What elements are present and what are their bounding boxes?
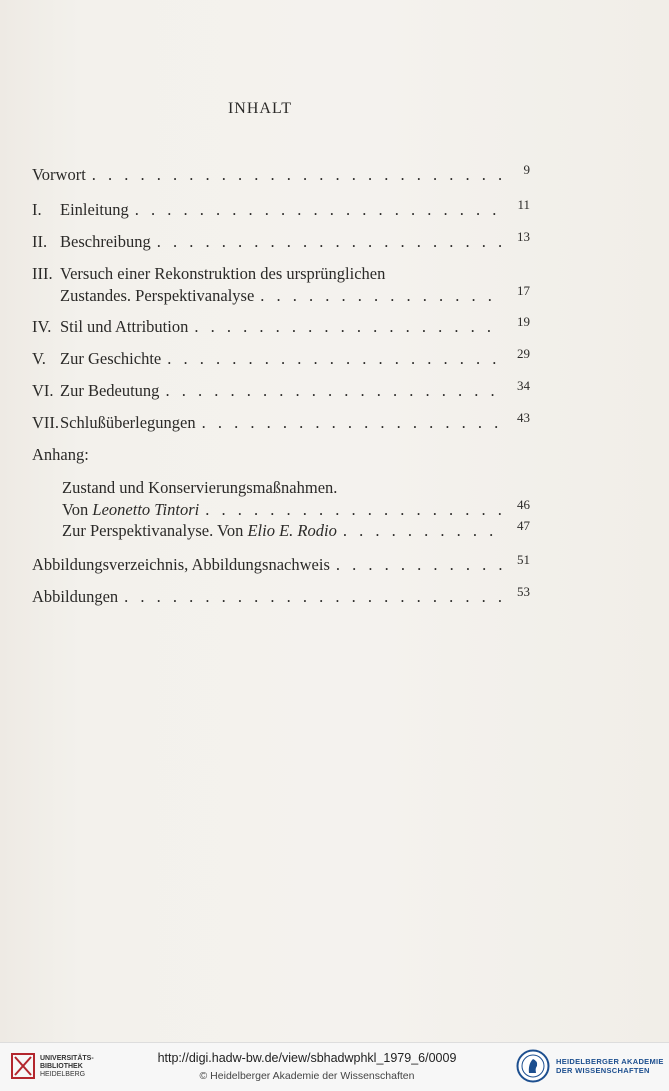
toc-leader [202,412,502,434]
viewer-footer [0,1042,669,1091]
toc-entry-stil [32,316,530,338]
toc-entry-abbildungen [32,586,530,608]
toc-chapter-number: III. [32,264,53,283]
toc-entry-text: Einleitung [60,200,129,219]
toc-entry-text [62,520,337,542]
toc-entry-abbildungsverzeichnis [32,554,530,576]
toc-entry-text: Beschreibung [60,232,151,251]
toc-leader [167,348,502,370]
library-name-line: HEIDELBERG [40,1071,86,1078]
toc-page-number: 47 [517,518,530,533]
toc-chapter-number: II. [32,232,48,251]
toc-entry-text: Zur Bedeutung [60,381,160,400]
toc-page-number: 46 [517,497,530,512]
toc-leader [343,520,502,542]
toc-entry-text: Zur Geschichte [60,349,162,368]
toc-page-number: 53 [517,584,530,599]
author-prefix: Zur Perspektivanalyse. Von [62,521,248,540]
toc-leader [92,164,502,186]
toc-leader [205,499,502,521]
toc-page-number: 13 [517,229,530,244]
academy-name [556,1057,664,1075]
toc-entry-schluss [32,412,530,434]
toc-entry-text [62,499,199,521]
author-name: Leonetto Tintori [92,500,200,519]
toc-entry-text: Stil und Attribution [60,317,189,336]
academy-name-line: HEIDELBERGER AKADEMIE [556,1057,664,1066]
toc-page-number: 17 [517,283,530,298]
university-library-logo-icon[interactable] [10,1051,36,1081]
toc-entry-rodio [62,520,530,542]
toc-entry-text: Versuch einer Rekonstruktion des ursprünglichen [60,264,386,283]
toc-leader [124,586,502,608]
toc-page-number: 9 [523,162,530,177]
toc-entry-geschichte [32,348,530,370]
academy-name-line: DER WISSENSCHAFTEN [556,1066,650,1075]
author-prefix: Von [62,500,93,519]
toc-entry-bedeutung [32,380,530,402]
toc-entry-einleitung [32,199,530,221]
toc-chapter-number: IV. [32,317,52,336]
author-name: Elio E. Rodio [247,521,337,540]
toc-chapter-number: VII. [32,413,60,432]
permalink-url[interactable]: http://digi.hadw-bw.de/view/sbhadwphkl_1979_6/0009 [157,1051,457,1065]
toc-chapter-number: V. [32,349,46,368]
toc-entry-tintori [62,499,530,521]
toc-leader [336,554,502,576]
toc-page-number: 51 [517,552,530,567]
university-library-name [40,1055,94,1079]
toc-entry-text: Vorwort [32,165,86,184]
toc-leader [194,316,502,338]
toc-page-number: 43 [517,410,530,425]
toc-entry-beschreibung [32,231,530,253]
toc-entry-text: Zustandes. Perspektivanalyse [60,286,255,305]
toc-entry-rekonstruktion [32,285,530,307]
anhang-heading: Zustand und Konservierungsmaßnahmen. [62,478,338,497]
toc-leader [165,380,502,402]
library-name-line: BIBLIOTHEK [40,1063,83,1070]
toc-page-number: 19 [517,314,530,329]
toc-leader [135,199,502,221]
toc-page-number: 11 [517,197,530,212]
toc-entry-text: Abbildungsverzeichnis, Abbildungsnachweis [32,555,330,574]
toc-chapter-number: VI. [32,381,54,400]
library-name-line: UNIVERSITÄTS- [40,1055,94,1062]
toc-entry-text: Schlußüberlegungen [60,413,196,432]
toc-leader [260,285,502,307]
copyright-notice: © Heidelberger Akademie der Wissenschaften [199,1070,415,1082]
toc-page-number: 29 [517,346,530,361]
anhang-label: Anhang: [32,445,89,464]
toc-entry-rekonstruktion-line1 [32,263,385,285]
page-title: INHALT [227,100,293,117]
academy-seal-icon[interactable] [516,1049,550,1083]
toc-page-number: 34 [517,378,530,393]
toc-leader [157,231,502,253]
toc-chapter-number: I. [32,200,42,219]
toc-entry-text: Abbildungen [32,587,119,606]
toc-entry-vorwort [32,164,530,186]
